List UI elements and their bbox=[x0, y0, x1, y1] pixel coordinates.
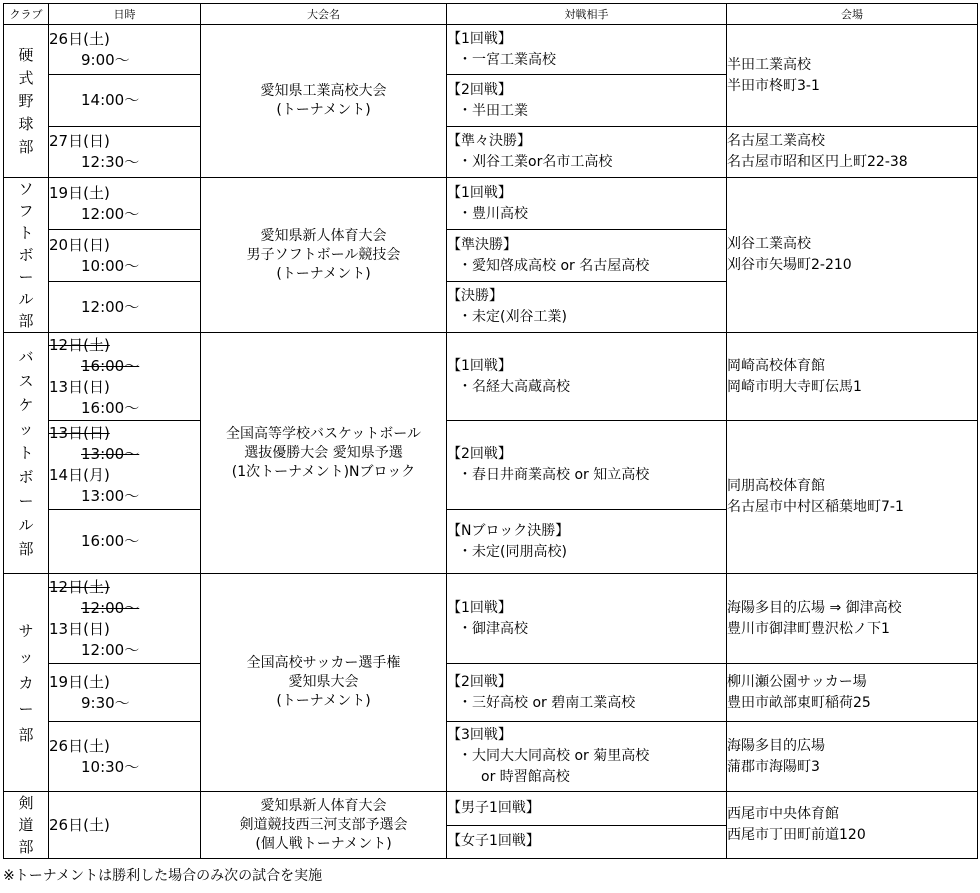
table-row bbox=[4, 722, 978, 792]
opponent-cell: 【1回戦】 ・名経大高蔵高校 bbox=[447, 333, 727, 421]
header-opponent: 対戦相手 bbox=[447, 4, 727, 25]
datetime-cell: 12:00～ bbox=[49, 282, 201, 333]
opponent-cell: 【準々決勝】 ・刈谷工業or名市工高校 bbox=[447, 127, 727, 178]
opponent-cell: 【1回戦】 ・一宮工業高校 bbox=[447, 25, 727, 75]
venue-cell: 岡崎高校体育館 岡崎市明大寺町伝馬1 bbox=[727, 333, 978, 421]
opponent-cell: 【1回戦】 ・豊川高校 bbox=[447, 178, 727, 230]
header-venue: 会場 bbox=[727, 4, 978, 25]
opponent-cell: 【決勝】 ・未定(刈谷工業) bbox=[447, 282, 727, 333]
opponent-cell: 【2回戦】 ・三好高校 or 碧南工業高校 bbox=[447, 664, 727, 722]
venue-cell: 海陽多目的広場 蒲郡市海陽町3 bbox=[727, 722, 978, 792]
datetime-cell: 12日(土) 12:00～ 13日(日) 12:00～ bbox=[49, 574, 201, 664]
header-row bbox=[4, 4, 978, 25]
opponent-cell: 【Nブロック決勝】 ・未定(同朋高校) bbox=[447, 510, 727, 574]
footnote: ※トーナメントは勝利した場合のみ次の試合を実施 bbox=[3, 868, 323, 884]
datetime-cell: 20日(日) 10:00～ bbox=[49, 230, 201, 282]
datetime-cell: 26日(土) bbox=[49, 792, 201, 859]
opponent-cell: 【2回戦】 ・半田工業 bbox=[447, 75, 727, 127]
datetime-cell: 26日(土) 10:30～ bbox=[49, 722, 201, 792]
venue-cell: 柳川瀬公園サッカー場 豊田市畝部東町稲荷25 bbox=[727, 664, 978, 722]
club-soccer: サ ッ カ ー 部 bbox=[4, 574, 49, 792]
datetime-cell: 16:00～ bbox=[49, 510, 201, 574]
datetime-cell: 27日(日) 12:30～ bbox=[49, 127, 201, 178]
datetime-cell: 13日(日) 13:00～ 14日(月) 13:00～ bbox=[49, 421, 201, 510]
datetime-cell: 19日(土) 12:00～ bbox=[49, 178, 201, 230]
datetime-cell: 14:00～ bbox=[49, 75, 201, 127]
opponent-cell: 【準決勝】 ・愛知啓成高校 or 名古屋高校 bbox=[447, 230, 727, 282]
opponent-cell: 【1回戦】 ・御津高校 bbox=[447, 574, 727, 664]
table-row bbox=[4, 333, 978, 421]
header-datetime: 日時 bbox=[49, 4, 201, 25]
opponent-cell: 【2回戦】 ・春日井商業高校 or 知立高校 bbox=[447, 421, 727, 510]
table-row bbox=[4, 421, 978, 510]
tournament-kendo: 愛知県新人体育大会 剣道競技西三河支部予選会 (個人戦トーナメント) bbox=[201, 792, 447, 859]
table-row bbox=[4, 574, 978, 664]
table-row bbox=[4, 178, 978, 230]
club-softball: ソ フ ト ボ ー ル 部 bbox=[4, 178, 49, 333]
table-row bbox=[4, 664, 978, 722]
venue-cell: 半田工業高校 半田市柊町3-1 bbox=[727, 25, 978, 127]
venue-cell: 海陽多目的広場 ⇒ 御津高校 豊川市御津町豊沢松ノ下1 bbox=[727, 574, 978, 664]
table-row bbox=[4, 792, 978, 826]
tournament-basketball: 全国高等学校バスケットボール 選抜優勝大会 愛知県予選 (1次トーナメント)Nブロック bbox=[201, 333, 447, 574]
opponent-cell: 【女子1回戦】 bbox=[447, 825, 727, 859]
venue-cell: 西尾市中央体育館 西尾市丁田町前道120 bbox=[727, 792, 978, 859]
datetime-cell: 26日(土) 9:00～ bbox=[49, 25, 201, 75]
tournament-softball: 愛知県新人体育大会 男子ソフトボール競技会 (トーナメント) bbox=[201, 178, 447, 333]
datetime-cell: 19日(土) 9:30～ bbox=[49, 664, 201, 722]
club-baseball: 硬 式 野 球 部 bbox=[4, 25, 49, 178]
venue-cell: 同朋高校体育館 名古屋市中村区稲葉地町7-1 bbox=[727, 421, 978, 574]
match-schedule-table bbox=[3, 3, 978, 859]
table-row bbox=[4, 127, 978, 178]
header-tournament: 大会名 bbox=[201, 4, 447, 25]
datetime-cell: 12日(土) 16:00～ 13日(日) 16:00～ bbox=[49, 333, 201, 421]
venue-cell: 名古屋工業高校 名古屋市昭和区円上町22-38 bbox=[727, 127, 978, 178]
tournament-baseball: 愛知県工業高校大会 (トーナメント) bbox=[201, 25, 447, 178]
header-club: クラブ bbox=[4, 4, 49, 25]
club-basketball: バ ス ケ ッ ト ボ ー ル 部 bbox=[4, 333, 49, 574]
club-kendo: 剣 道 部 bbox=[4, 792, 49, 859]
opponent-cell: 【3回戦】 ・大同大大同高校 or 菊里高校 or 時習館高校 bbox=[447, 722, 727, 792]
opponent-cell: 【男子1回戦】 bbox=[447, 792, 727, 826]
table-row bbox=[4, 25, 978, 75]
venue-cell: 刈谷工業高校 刈谷市矢場町2-210 bbox=[727, 178, 978, 333]
tournament-soccer: 全国高校サッカー選手権 愛知県大会 (トーナメント) bbox=[201, 574, 447, 792]
